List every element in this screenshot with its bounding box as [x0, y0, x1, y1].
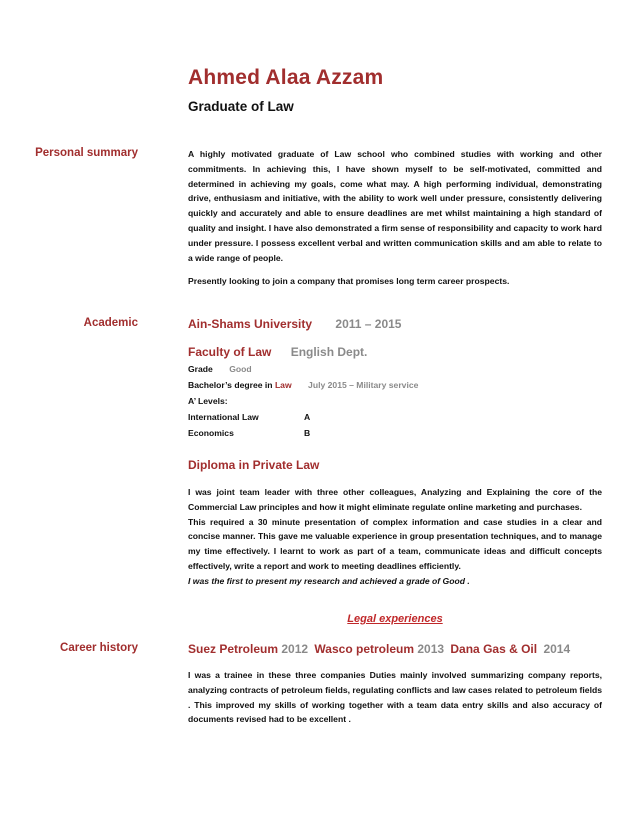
diploma-paragraph-3: I was the first to present my research and achieved a grade of Good . [188, 575, 470, 586]
subject-name: International Law [188, 412, 259, 422]
company-name: Suez Petroleum [188, 642, 279, 656]
summary-paragraph: A highly motivated graduate of Law school who combined studies with working and other commitments. In achieving this, I have shown myself to be self-motivated, committed and determined in achieving my goals, come what may. A high performing individual, demonstrating drive, enthusiasm and initiative, with the ability to work well under pressure, consistently delivering quickly and accurately and able to ensure deadlines are met whilst maintaining a high standard of quality and insight. I have also demonstrated a firm sense of responsibility and capacity to work hard under pressure. I possess excellent verbal and written communication skills and am able to relate to a wide range of people. [188, 149, 602, 263]
company-year: 2012 [281, 642, 309, 656]
grade-line [188, 364, 252, 374]
diploma-paragraph-2: This required a 30 minute presentation of complex information and case studies in a clear and concise manner. This gave me valuable experience in group presentation techniques, and to manage my time effectively. I learnt to work as part of a team, communicate ideas and difficult concepts effectively, write a report and work to meeting deadlines efficiently. [188, 516, 602, 571]
grade-value: Good [229, 364, 252, 374]
legal-experiences-heading: Legal experiences [347, 613, 443, 625]
faculty-name: Faculty of Law [188, 345, 272, 359]
career-paragraph: I was a trainee in these three companies Duties mainly involved summarizing company reports, analyzing contracts of petroleum fields, regulating conflicts and law cases related to petroleum fields . This improved my skills of working together with a team data entry skills and also accuracy of documents revised had to be excellent . [188, 670, 602, 725]
diploma-block [188, 485, 602, 589]
subject-grade: B [304, 428, 311, 438]
a-levels-label: A’ Levels: [188, 396, 228, 406]
subject-grade: A [304, 412, 311, 422]
degree-prefix: Bachelor’s degree in [188, 380, 275, 390]
career-block [188, 668, 602, 727]
grade-label: Grade [188, 364, 213, 374]
subject-row [188, 412, 259, 422]
summary-block [188, 147, 602, 289]
candidate-name: Ahmed Alaa Azzam [188, 66, 384, 89]
subject-row [188, 428, 234, 438]
university-name: Ain-Shams University [188, 317, 313, 331]
subject-name: Economics [188, 428, 234, 438]
summary-looking: Presently looking to join a company that promises long term career prospects. [188, 276, 510, 287]
company-name: Dana Gas & Oil [450, 642, 538, 656]
companies-line [188, 642, 570, 656]
university-years: 2011 – 2015 [335, 317, 402, 331]
faculty-dept: English Dept. [290, 345, 368, 359]
degree-line [188, 380, 418, 390]
company-year: 2014 [543, 642, 571, 656]
candidate-subtitle: Graduate of Law [188, 99, 294, 114]
diploma-paragraph-1: I was joint team leader with three other colleagues, Analyzing and Explaining the core of the Commercial Law principles and how it might eliminate regulate online marketing and purchases. [188, 487, 602, 512]
company-year: 2013 [417, 642, 445, 656]
company-name: Wasco petroleum [314, 642, 414, 656]
faculty-line [188, 345, 367, 359]
degree-field: Law [274, 380, 292, 390]
degree-note: July 2015 – Military service [308, 380, 419, 390]
section-label-academic: Academic [83, 317, 138, 329]
section-label-career-history: Career history [60, 642, 138, 654]
university-line [188, 317, 401, 331]
section-label-personal-summary: Personal summary [35, 147, 138, 159]
diploma-title: Diploma in Private Law [188, 458, 320, 472]
